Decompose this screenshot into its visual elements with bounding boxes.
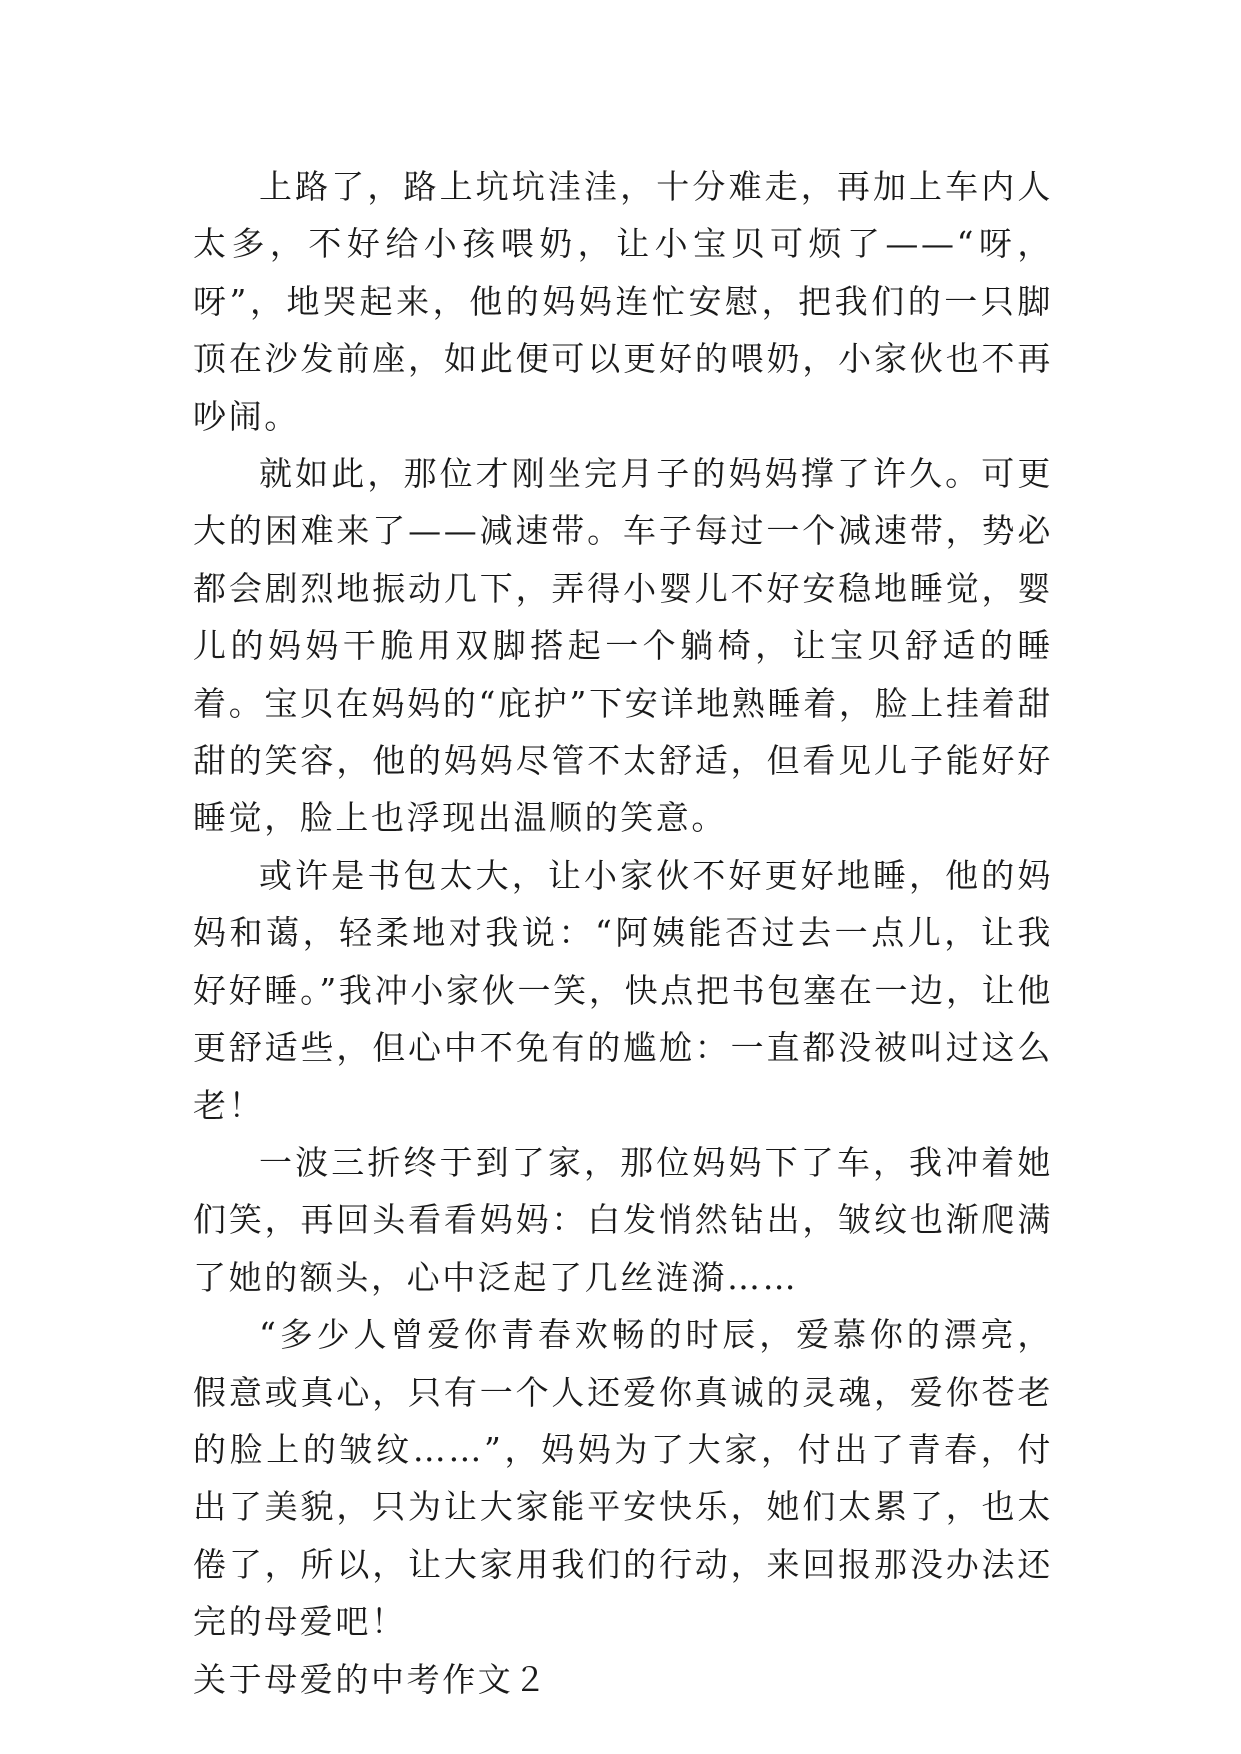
paragraph-quote-conclusion: “多少人曾爱你青春欢畅的时辰，爱慕你的漂亮，假意或真心，只有一个人还爱你真诚的灵魂，爱你苍老的脸上的皱纹……”，妈妈为了大家，付出了青春，付出了美貌，只为让大家能平安快乐，她们太累了，也太倦了，所以，让大家用我们的行动，来回报那没办法还完的母爱吧！ [193, 1315, 1053, 1642]
paragraph-speed-bump: 就如此，那位才刚坐完月子的妈妈撑了许久。可更大的困难来了——减速带。车子每过一个减速带，势必都会剧烈地振动几下，弄得小婴儿不好安稳地睡觉，婴儿的妈妈干脆用双脚搭起一个躺椅，让宝贝舒适的睡着。宝贝在妈妈的“庇护”下安详地熟睡着，脸上挂着甜甜的笑容，他的妈妈尽管不太舒适，但看见儿子能好好睡觉，脸上也浮现出温顺的笑意。 [193, 454, 1053, 838]
paragraph-bus-ride: 上路了，路上坑坑洼洼，十分难走，再加上车内人太多，不好给小孩喂奶，让小宝贝可烦了——“呀，呀”，地哭起来，他的妈妈连忙安慰，把我们的一只脚顶在沙发前座，如此便可以更好的喂奶，小家伙也不再吵闹。 [193, 167, 1053, 436]
document-body [193, 158, 1053, 1708]
paragraph-schoolbag: 或许是书包太大，让小家伙不好更好地睡，他的妈妈和蔼，轻柔地对我说：“阿姨能否过去一点儿，让我好好睡。”我冲小家伙一笑，快点把书包塞在一边，让他更舒适些，但心中不免有的尴尬：一直都没被叫过这么老！ [193, 855, 1053, 1125]
essay-heading: 关于母爱的中考作文２ [193, 1659, 549, 1699]
paragraph-arrive-home: 一波三折终于到了家，那位妈妈下了车，我冲着她们笑，再回头看看妈妈：白发悄然钻出，皱纹也渐爬满了她的额头，心中泛起了几丝涟漪…… [193, 1142, 1053, 1297]
